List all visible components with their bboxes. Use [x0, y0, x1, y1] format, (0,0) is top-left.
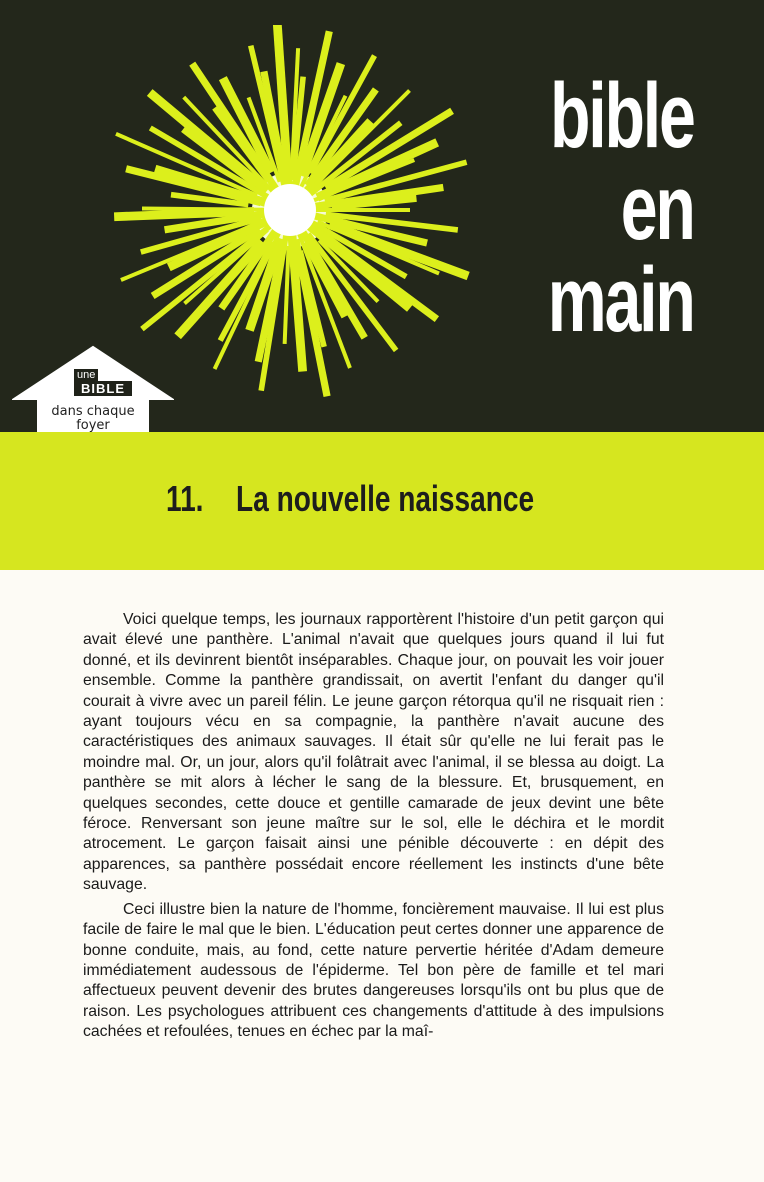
- paragraph-2: Ceci illustre bien la nature de l'homme, foncièrement mauvaise. Il lui est plus facile de faire le mal que le bien. L'éducation peut certes donner une apparence de bonne conduite, mais, au fond, cette nature pervertie héritée d'Adam demeure immédiatement audessous de l'épiderme. Tel bon père de famille et tel mari affectueux peuvent devenir des brutes dangereuses lorsqu'ils ont bu plus que de raison. Les psychologues attribuent ces changements d'attitude à des impulsions cachées et refoulées, tenues en échec par la maî-: [83, 900, 664, 1041]
- logo-text-une: une: [74, 369, 98, 381]
- sunburst-ray: [142, 209, 266, 210]
- chapter-title: La nouvelle naissance: [236, 478, 535, 519]
- sunburst-ray: [285, 246, 289, 344]
- paragraph-1: Voici quelque temps, les journaux rapportèrent l'histoire d'un petit garçon qui avait élevé une panthère. L'animal n'avait que quelques jours quand il lui fut donné, et ils devinrent bientôt inséparables. Chaque jour, on pouvait les voir jouer ensemble. Comme la panthère grandissait, on avertit l'enfant du danger qu'il courait à vivre avec un pareil félin. Le jeune garçon rétorqua qu'il ne risquait rien : ayant toujours vécu en sa compagnie, la panthère n'avait aucune des caractéristiques des animaux sauvages. Il était sûr qu'elle ne lui ferait pas le moindre mal. Or, un jour, alors qu'il folâtrait avec l'animal, il se blessa au doigt. La panthère se mit alors à lécher le sang de la blessure. Et, brusquement, en quelques secondes, cette douce et gentille camarade de jeux devint une bête féroce. Renversant son jeune maître sur le sol, elle le déchira et le mordit atrocement. Le garçon faisait ainsi une pénible découverte : en dépit des apparences, sa panthère possédait encore réellement les instincts d'une bête sauvage.: [83, 611, 664, 894]
- brand-title-line-2: en: [621, 157, 694, 259]
- article-body: [83, 610, 664, 1043]
- logo-text-dans-chaque: dans chaque: [51, 404, 135, 419]
- brand-title: [491, 65, 694, 351]
- sunburst-center: [264, 184, 316, 236]
- house-logo: [12, 345, 174, 432]
- chapter-number: 11.: [166, 478, 204, 519]
- logo-text-foyer: foyer: [76, 418, 110, 432]
- brand-title-line-1: bible: [550, 65, 694, 167]
- cover-header: [0, 0, 764, 432]
- sunburst-ray: [114, 211, 254, 216]
- logo-text-bible: BIBLE: [74, 381, 132, 396]
- brand-title-line-3: main: [548, 249, 694, 351]
